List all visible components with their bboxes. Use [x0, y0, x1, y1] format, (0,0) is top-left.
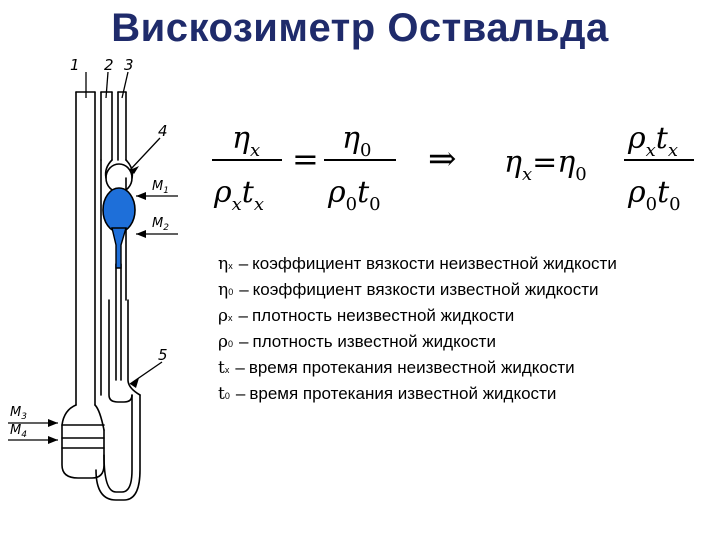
mark-m1: $M_1$ — [152, 179, 169, 196]
mark-m3: $M_3$ — [10, 405, 27, 422]
svg-text:ρxtx: $\rho_xt_x$ — [628, 121, 679, 161]
svg-text:ρxtx: $\rho_xt_x$ — [214, 175, 265, 215]
mid-num: η — [342, 121, 360, 156]
implies-arrow: ⇒ — [428, 139, 457, 179]
lhs-den-t: t — [241, 175, 254, 210]
legend-item: ηx – коэффициент вязкости неизвестной жидкости — [218, 254, 617, 274]
legend-item: η0 – коэффициент вязкости известной жидкости — [218, 280, 599, 300]
part-label-4: 4 — [158, 122, 168, 140]
svg-text:ρ0t0: $\rho_0t_0$ — [628, 175, 681, 215]
equals-sign: = — [292, 140, 319, 178]
svg-text:ρ0t0: $\rho_0t_0$ — [328, 175, 381, 215]
part-label-5: 5 — [158, 346, 168, 364]
symbol-legend — [218, 252, 617, 408]
svg-text:η0: $\eta_0$ — [342, 121, 372, 161]
legend-item: tx – время протекания неизвестной жидкости — [218, 358, 575, 378]
lhs-num: η — [232, 121, 250, 156]
svg-text:ηx: $\eta_x$ — [232, 121, 261, 161]
mark-m4: $M_4$ — [10, 423, 27, 440]
viscometer-diagram — [0, 50, 200, 540]
legend-item: t0 – время протекания известной жидкости — [218, 384, 557, 404]
legend-item: ρx – плотность неизвестной жидкости — [218, 306, 515, 326]
svg-text:ηx=η0: $\eta_x=\eta_0$ — [504, 145, 587, 185]
part-label-1: 1 — [70, 56, 80, 74]
page-title: Вискозиметр Оствальда — [111, 6, 609, 50]
viscosity-formula — [200, 110, 710, 220]
mark-m2: $M_2$ — [152, 216, 169, 233]
part-label-2: 2 — [104, 56, 114, 74]
part-label-3: 3 — [124, 56, 134, 74]
res-lhs: η — [504, 145, 522, 180]
lhs-den-rho: ρ — [214, 175, 232, 210]
legend-item: ρ0 – плотность известной жидкости — [218, 332, 496, 352]
liquid-fill — [103, 188, 135, 268]
